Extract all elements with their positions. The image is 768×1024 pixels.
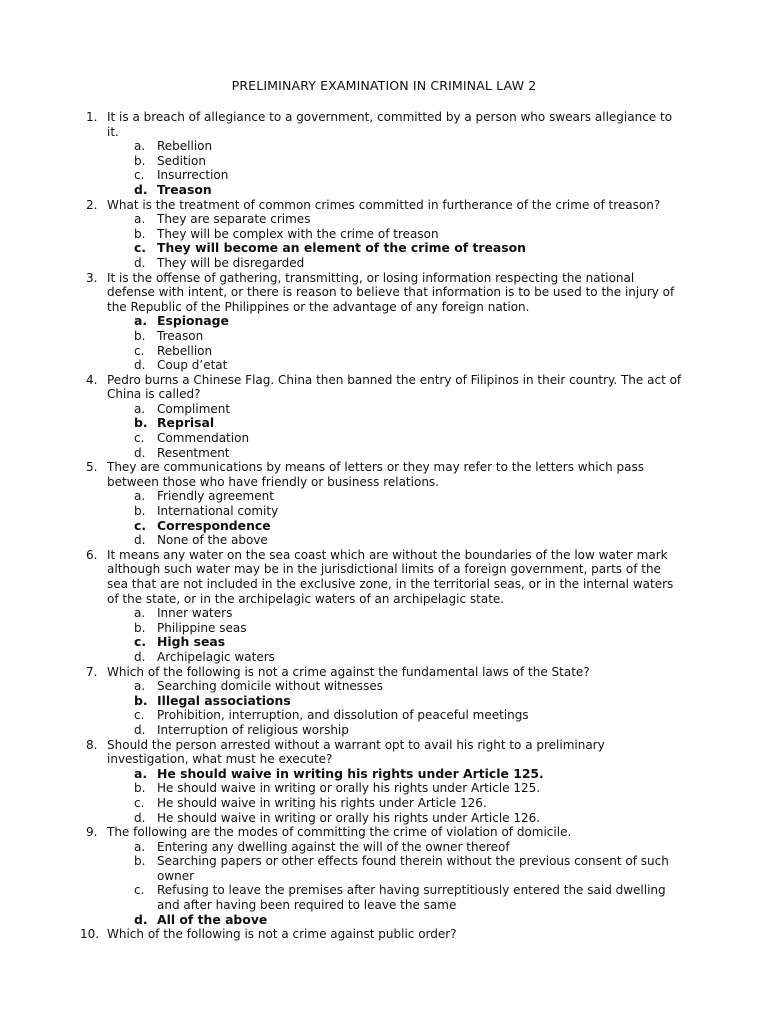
answer-option-correct (107, 241, 685, 256)
option-letter: d. (134, 358, 146, 373)
option-list (107, 212, 682, 270)
option-letter: b. (134, 781, 146, 796)
question-2 (0, 198, 682, 271)
option-letter: c. (134, 517, 147, 533)
question-3 (0, 271, 682, 373)
option-letter: d. (134, 255, 146, 270)
option-text: Entering any dwelling against the will of the owner thereof (157, 839, 510, 854)
option-letter: c. (134, 343, 145, 358)
option-text: Commendation (157, 431, 250, 446)
answer-option (107, 139, 685, 154)
answer-option (107, 621, 685, 636)
option-letter: d. (134, 810, 146, 825)
option-letter: c. (134, 795, 145, 810)
question-text: They are communications by means of letters or they may refer to the letters which pass between those who have friendly or business relations. (107, 460, 645, 489)
question-1 (0, 110, 682, 198)
answer-option (107, 446, 685, 461)
question-text: Which of the following is not a crime against public order? (107, 927, 457, 942)
option-letter: c. (134, 240, 147, 256)
question-5 (0, 460, 682, 548)
option-text: Rebellion (157, 139, 213, 154)
option-text: He should waive in writing or orally his rights under Article 125. (157, 781, 541, 796)
answer-option (107, 489, 685, 504)
question-number: 6. (86, 547, 98, 562)
question-text: The following are the modes of committing the crime of violation of domicile. (107, 825, 572, 840)
option-text: Treason (157, 328, 204, 343)
answer-option (107, 533, 685, 548)
option-letter: c. (134, 634, 147, 650)
option-letter: c. (134, 883, 145, 898)
question-4 (0, 373, 682, 461)
answer-option (107, 504, 685, 519)
option-list (107, 139, 682, 197)
option-text: Searching papers or other effects found therein without the previous consent of such owner (157, 854, 669, 883)
question-number: 7. (86, 664, 98, 679)
option-text: Searching domicile without witnesses (157, 679, 383, 694)
answer-option (107, 796, 685, 811)
answer-option (107, 358, 685, 373)
option-text: They are separate crimes (157, 212, 311, 227)
question-number: 4. (86, 372, 98, 387)
answer-option (107, 883, 685, 912)
option-text: Friendly agreement (157, 489, 274, 504)
option-list (107, 489, 682, 547)
option-letter: b. (134, 504, 146, 519)
question-7 (0, 665, 682, 738)
option-list (107, 840, 682, 928)
question-10 (0, 927, 682, 942)
answer-option (107, 402, 685, 417)
option-text: Interruption of religious worship (157, 722, 349, 737)
answer-option (107, 431, 685, 446)
option-letter: b. (134, 226, 146, 241)
answer-option-correct (107, 416, 685, 431)
option-text: High seas (157, 634, 226, 650)
option-list (107, 314, 682, 372)
question-9 (0, 825, 682, 927)
option-letter: b. (134, 153, 146, 168)
question-number: 9. (86, 825, 98, 840)
answer-option (107, 227, 685, 242)
answer-option (107, 329, 685, 344)
answer-option-correct (107, 694, 685, 709)
answer-option (107, 781, 685, 796)
question-number: 2. (86, 197, 98, 212)
option-letter: d. (134, 722, 146, 737)
option-list (107, 767, 682, 825)
option-letter: b. (134, 328, 146, 343)
option-text: Resentment (157, 445, 230, 460)
option-letter: a. (134, 313, 148, 329)
answer-option (107, 154, 685, 169)
question-text: What is the treatment of common crimes committed in furtherance of the crime of treason? (107, 197, 661, 212)
option-text: Illegal associations (157, 692, 291, 708)
option-text: All of the above (157, 911, 268, 927)
question-text: Should the person arrested without a warrant opt to avail his right to a preliminary investigation, what must he execute? (107, 737, 605, 767)
question-number: 3. (86, 270, 98, 285)
option-text: International comity (157, 504, 279, 519)
answer-option (107, 811, 685, 826)
question-text: Pedro burns a Chinese Flag. China then banned the entry of Filipinos in their country. The act of China is called? (107, 372, 682, 402)
answer-option (107, 708, 685, 723)
option-letter: a. (134, 679, 146, 694)
option-text: He should waive in writing his rights under Article 126. (157, 795, 487, 810)
answer-option-correct (107, 519, 685, 534)
option-letter: d. (134, 181, 148, 197)
option-text: Treason (157, 181, 212, 197)
question-text: Which of the following is not a crime against the fundamental laws of the State? (107, 664, 590, 679)
option-letter: d. (134, 911, 148, 927)
option-text: Reprisal (157, 415, 215, 431)
answer-option-correct (107, 314, 685, 329)
option-letter: c. (134, 431, 145, 446)
option-letter: a. (134, 212, 146, 227)
option-text: Archipelagic waters (157, 649, 275, 664)
option-text: None of the above (157, 533, 268, 548)
answer-option (107, 344, 685, 359)
option-letter: d. (134, 649, 146, 664)
option-text: They will become an element of the crime of treason (157, 240, 526, 256)
question-text: It means any water on the sea coast which are without the boundaries of the low water mark although such water may be in the jurisdictional limits of a foreign government, parts of the sea that are not included in the exclusive zone, in the territorial seas, or in the internal waters of the state, or in the archipelagic waters of an archipelagic state. (107, 547, 674, 606)
answer-option (107, 723, 685, 738)
question-8 (0, 738, 682, 826)
answer-option (107, 168, 685, 183)
answer-option-correct (107, 635, 685, 650)
question-text: It is the offense of gathering, transmitting, or losing information respecting the national defense with intent, or there is reason to believe that information is to be used to the injury of the Republic of the Philippines or the advantage of any foreign nation. (107, 270, 675, 314)
answer-option (107, 212, 685, 227)
option-text: Coup d’etat (157, 358, 228, 373)
answer-option (107, 854, 685, 883)
answer-option (107, 679, 685, 694)
option-list (107, 606, 682, 664)
option-text: Rebellion (157, 343, 213, 358)
answer-option (107, 650, 685, 665)
option-text: Sedition (157, 153, 206, 168)
option-text: They will be complex with the crime of treason (157, 226, 439, 241)
answer-option (107, 840, 685, 855)
question-number: 8. (86, 737, 98, 752)
question-number: 1. (86, 110, 98, 124)
question-number: 5. (86, 460, 98, 475)
option-letter: a. (134, 839, 146, 854)
option-letter: b. (134, 854, 146, 869)
question-6 (0, 548, 682, 665)
option-text: They will be disregarded (157, 255, 305, 270)
answer-option (107, 606, 685, 621)
question-text: It is a breach of allegiance to a government, committed by a person who swears allegiance to it. (107, 110, 673, 139)
question-number: 10. (80, 927, 100, 942)
answer-option-correct (107, 767, 685, 782)
option-text: He should waive in writing or orally his rights under Article 126. (157, 810, 541, 825)
option-text: Compliment (157, 401, 231, 416)
option-letter: a. (134, 489, 146, 504)
option-letter: a. (134, 606, 146, 621)
option-letter: b. (134, 692, 148, 708)
option-text: Prohibition, interruption, and dissolution of peaceful meetings (157, 708, 529, 723)
answer-option-correct (107, 183, 685, 198)
answer-option (107, 256, 685, 271)
option-list (107, 402, 682, 460)
option-text: Correspondence (157, 517, 271, 533)
option-text: Insurrection (157, 168, 229, 183)
option-letter: d. (134, 533, 146, 548)
option-text: Espionage (157, 313, 229, 329)
option-text: Philippine seas (157, 620, 247, 635)
option-letter: b. (134, 620, 146, 635)
option-text: Inner waters (157, 606, 233, 621)
option-letter: a. (134, 765, 148, 781)
option-letter: b. (134, 415, 148, 431)
option-letter: a. (134, 401, 146, 416)
option-letter: a. (134, 139, 146, 154)
answer-option-correct (107, 913, 685, 928)
option-letter: c. (134, 168, 145, 183)
option-list (107, 679, 682, 737)
option-text: He should waive in writing his rights under Article 125. (157, 765, 544, 781)
question-list (0, 110, 768, 942)
document-title: PRELIMINARY EXAMINATION IN CRIMINAL LAW 2 (231, 78, 537, 93)
option-letter: c. (134, 708, 145, 723)
option-text: Refusing to leave the premises after having surreptitiously entered the said dwelling and after having been required to leave the same (157, 883, 666, 913)
option-letter: d. (134, 445, 146, 460)
